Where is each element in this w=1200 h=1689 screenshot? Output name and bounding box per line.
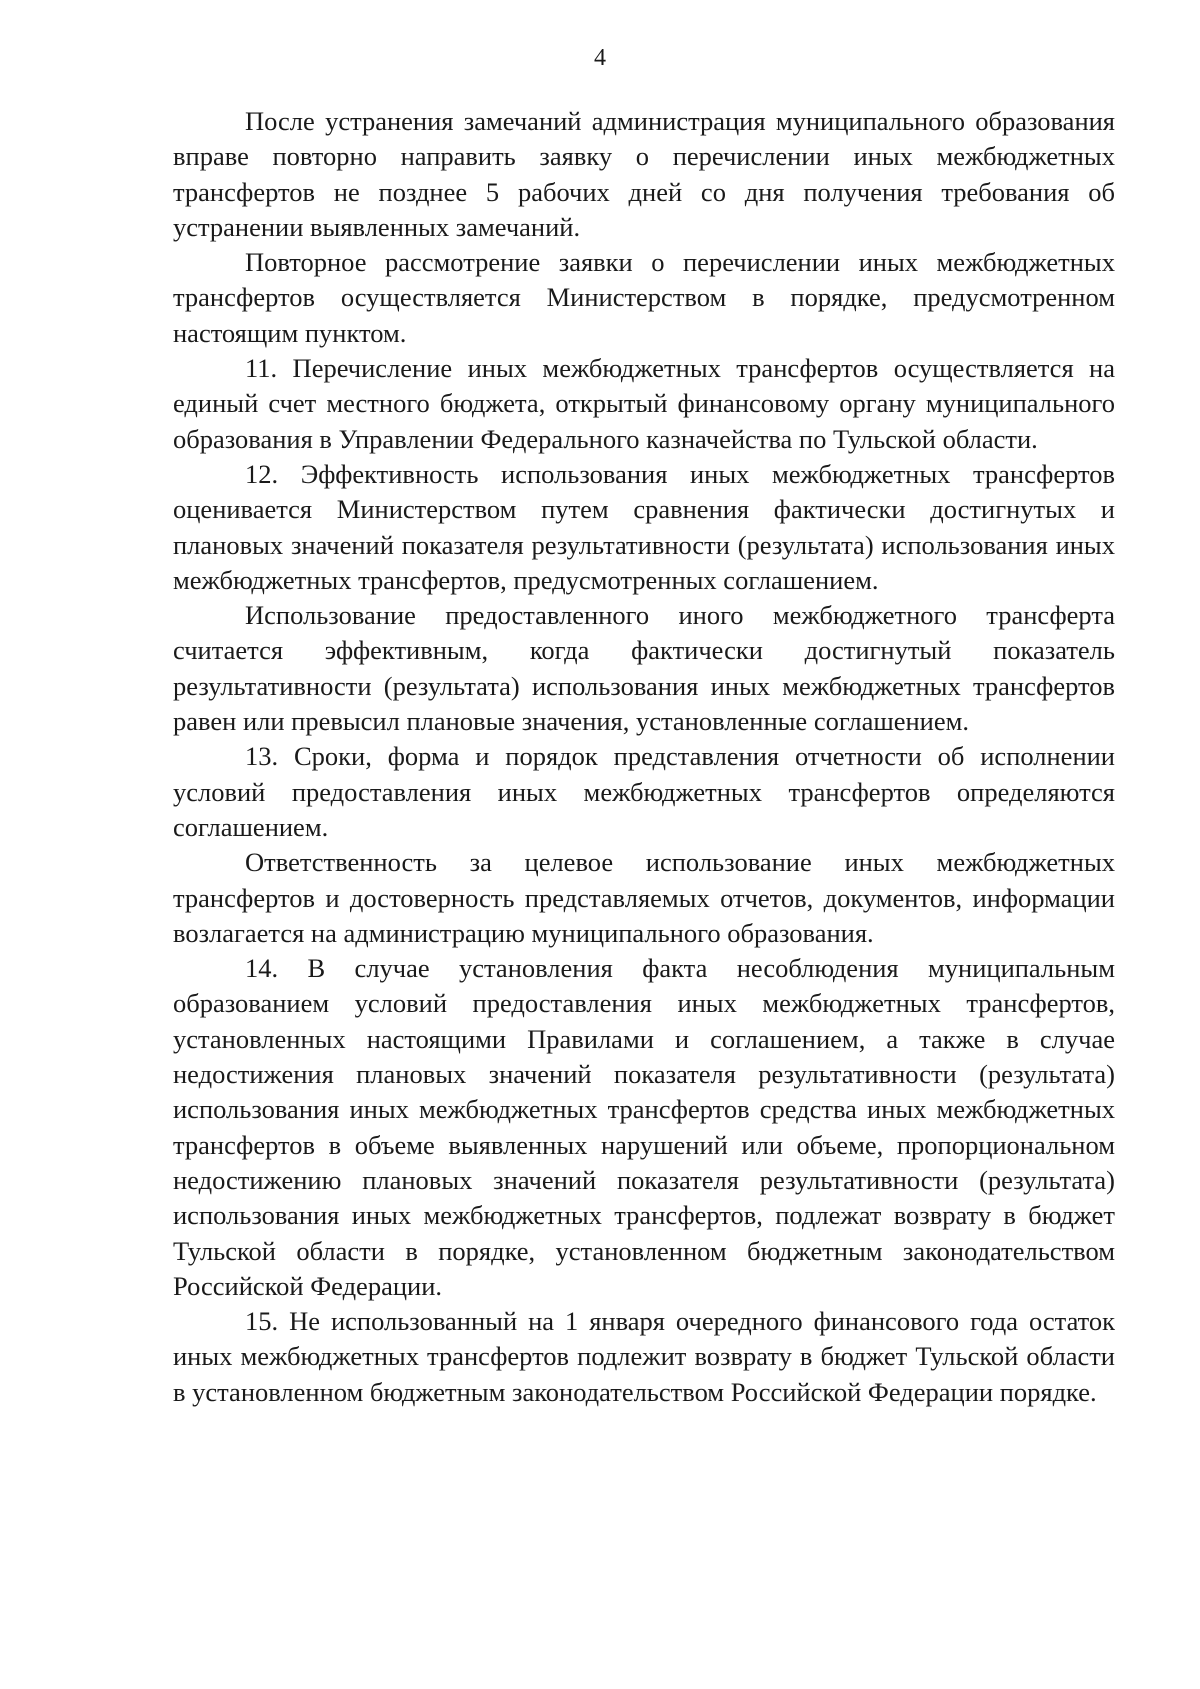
paragraph-item-12: 12. Эффективность использования иных межбюджетных трансфертов оценивается Министерством путем сравнения фактически достигнутых и плановых значений показателя результативности (результата) использования иных межбюджетных трансфертов, предусмотренных соглашением.	[173, 458, 1115, 595]
paragraph-item-15: 15. Не использованный на 1 января очередного финансового года остаток иных межбюджетных трансфертов подлежит возврату в бюджет Тульской области в установленном бюджетным законодательством Российской Федерации порядке.	[173, 1306, 1115, 1407]
paragraph-effective-use: Использование предоставленного иного межбюджетного трансферта считается эффективным, когда фактически достигнутый показатель результативности (результата) использования иных межбюджетных трансфертов равен или превысил плановые значения, установленные соглашением.	[173, 600, 1115, 737]
paragraph-item-13: 13. Сроки, форма и порядок представления отчетности об исполнении условий предоставления иных межбюджетных трансфертов определяются соглашением.	[173, 741, 1115, 842]
paragraph-responsibility: Ответственность за целевое использование иных межбюджетных трансфертов и достоверность представляемых отчетов, документов, информации возлагается на администрацию муниципального образования.	[173, 847, 1115, 948]
page-number: 4	[594, 45, 606, 71]
paragraph-re-review: Повторное рассмотрение заявки о перечислении иных межбюджетных трансфертов осуществляется Министерством в порядке, предусмотренном настоящим пунктом.	[173, 247, 1115, 348]
paragraph-item-11: 11. Перечисление иных межбюджетных трансфертов осуществляется на единый счет местного бюджета, открытый финансовому органу муниципального образования в Управлении Федерального казначейства по Тульской области.	[173, 353, 1115, 454]
document-body	[173, 104, 1115, 1410]
paragraph-resubmission: После устранения замечаний администрация муниципального образования вправе повторно направить заявку о перечислении иных межбюджетных трансфертов не позднее 5 рабочих дней со дня получения требования об устранении выявленных замечаний.	[173, 106, 1115, 242]
paragraph-item-14: 14. В случае установления факта несоблюдения муниципальным образованием условий предоставления иных межбюджетных трансфертов, установленных настоящими Правилами и соглашением, а также в случае недостижения плановых значений показателя результативности (результата) использования иных межбюджетных трансфертов средства иных межбюджетных трансфертов в объеме выявленных нарушений или объеме, пропорциональном недостижению плановых значений показателя результативности (результата) использования иных межбюджетных трансфертов, подлежат возврату в бюджет Тульской области в порядке, установленном бюджетным законодательством Российской Федерации.	[173, 953, 1115, 1301]
